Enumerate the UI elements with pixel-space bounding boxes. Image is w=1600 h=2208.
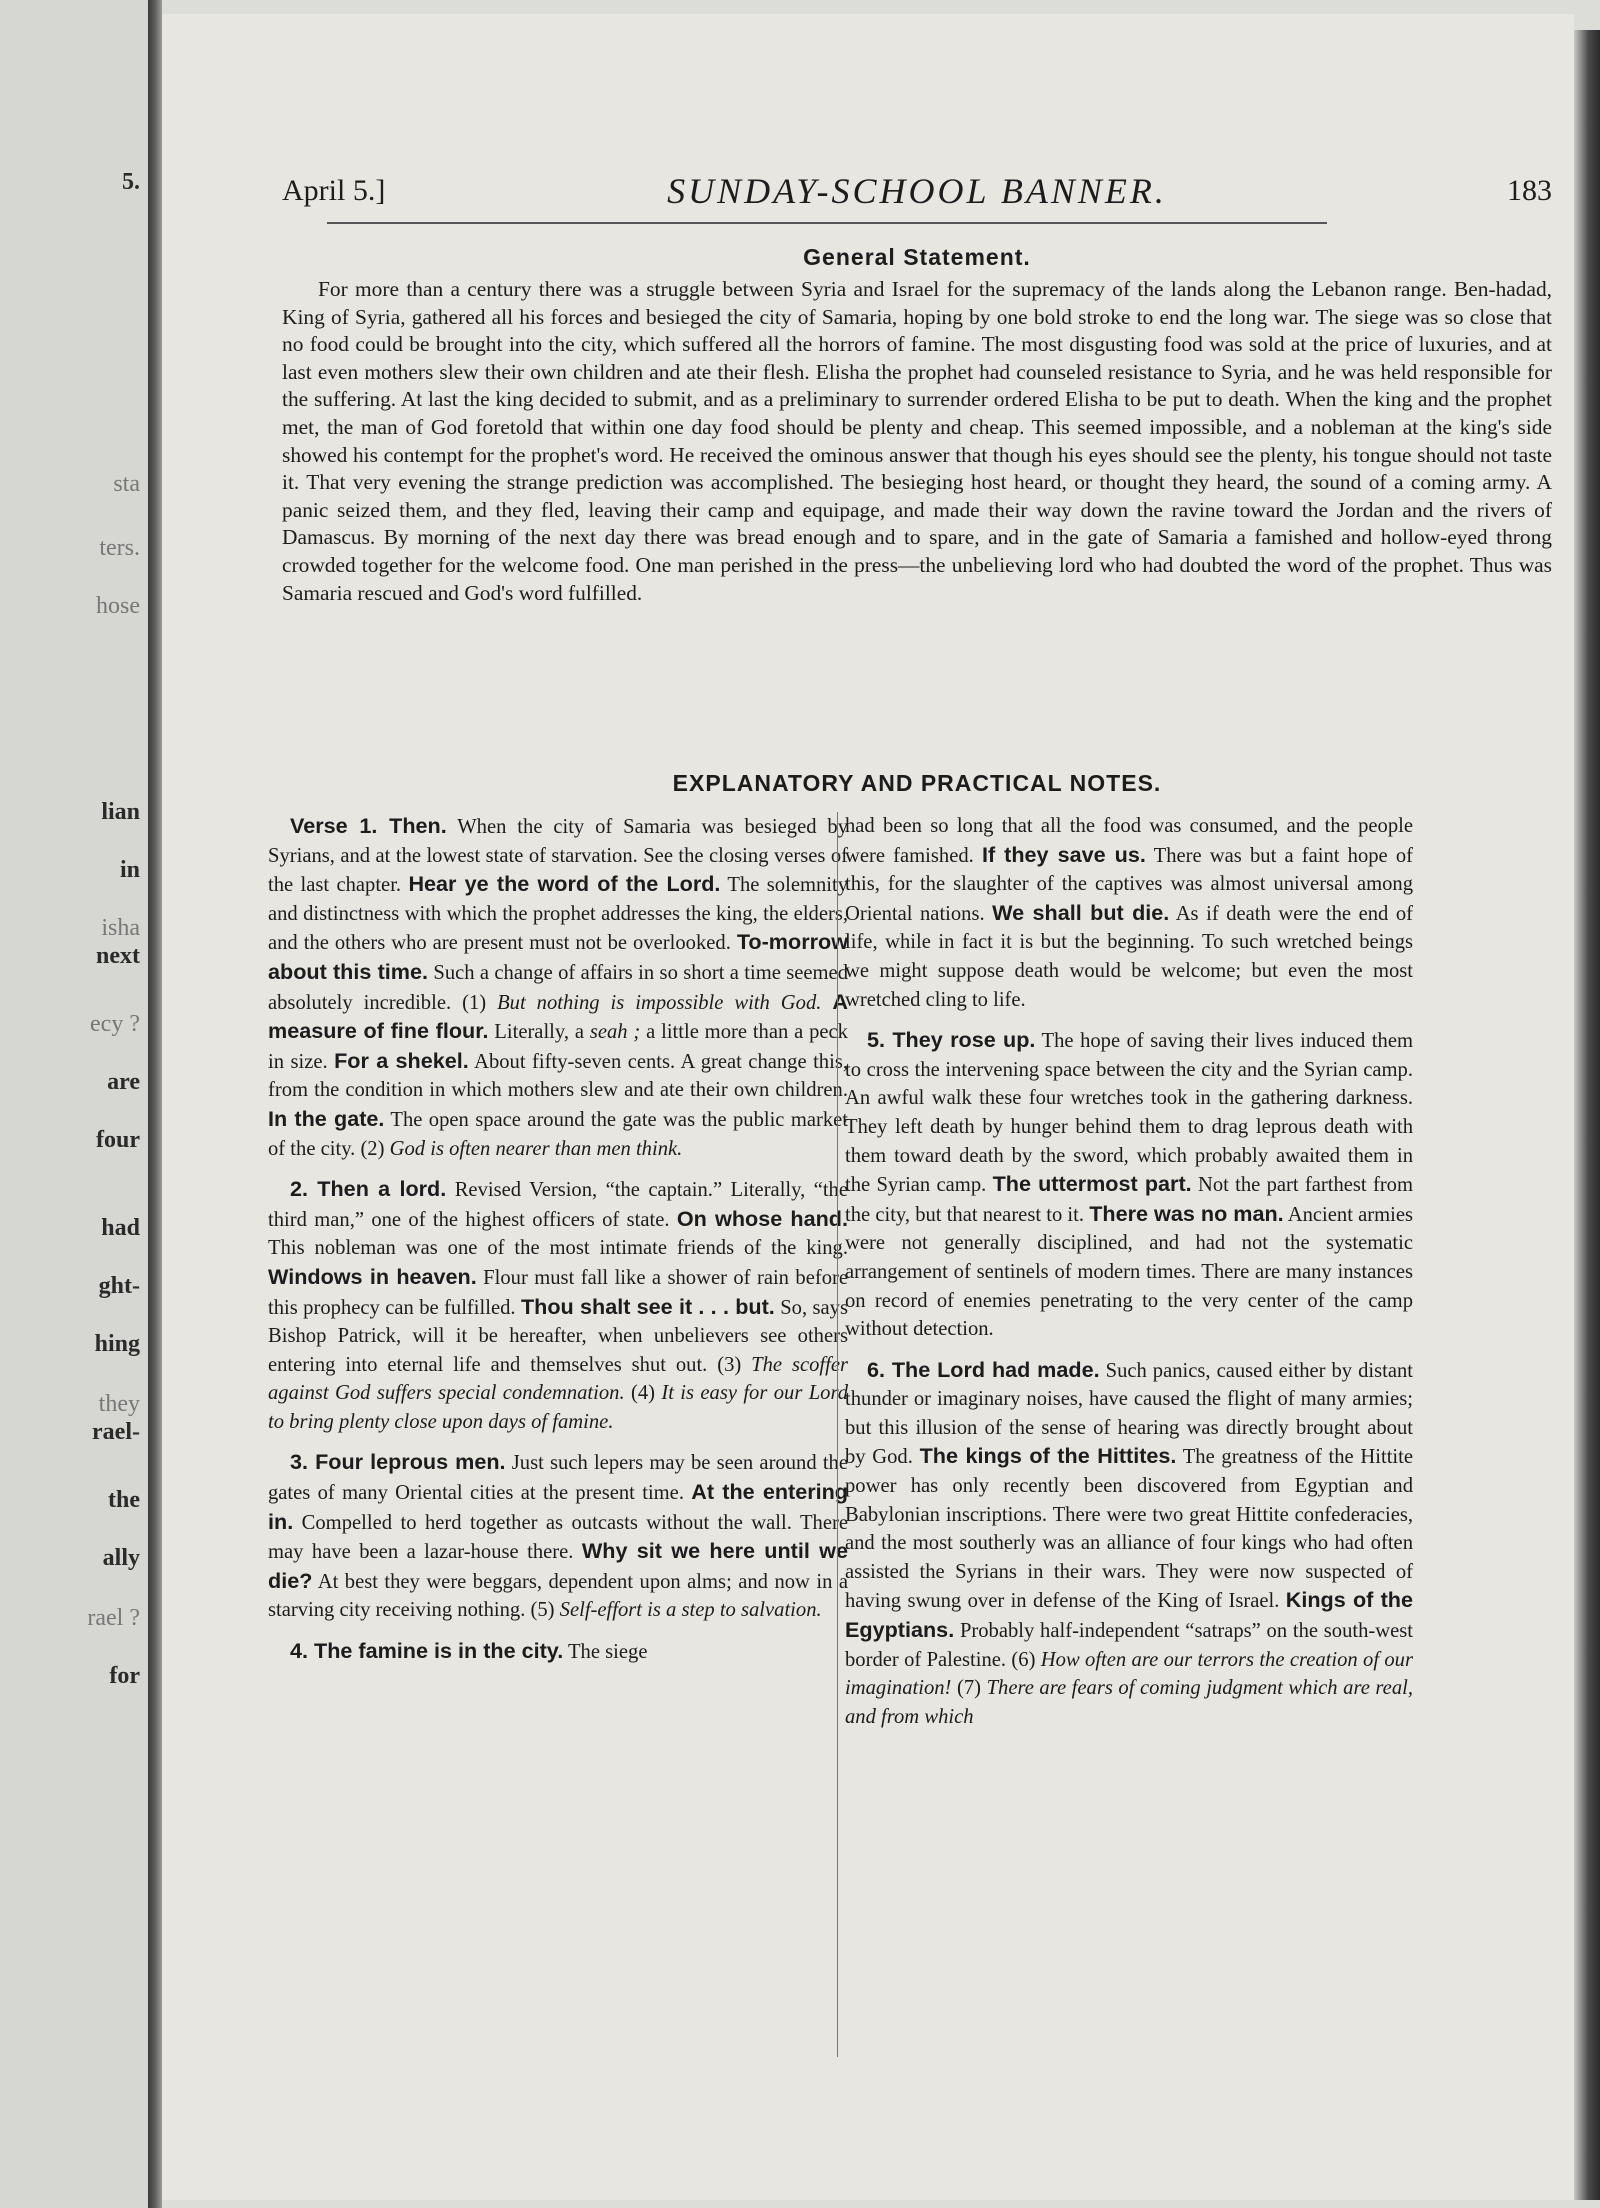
left-fragment: next	[96, 943, 140, 969]
phrase: In the gate.	[268, 1105, 385, 1131]
phrase: Why sit we here until we die?	[268, 1538, 848, 1593]
left-fragment: rael-	[92, 1419, 140, 1445]
phrase: Hear ye the word of the Lord.	[408, 871, 721, 897]
book-gutter	[148, 0, 162, 2208]
lesson-thought: It is easy for our Lord to bring plenty close upon days of famine.	[268, 1382, 848, 1433]
phrase: Thou shalt see it . . . but.	[520, 1293, 775, 1319]
phrase: To-morrow about this time.	[268, 929, 848, 984]
page	[162, 14, 1574, 2200]
phrase: On whose hand.	[676, 1205, 848, 1231]
header-rule	[327, 222, 1327, 224]
page-number: 183	[1507, 174, 1552, 207]
publication-title: SUNDAY-SCHOOL BANNER.	[667, 171, 1167, 211]
general-statement-heading: General Statement.	[803, 244, 1031, 270]
lesson-thought: God is often nearer than men think.	[389, 1137, 683, 1160]
notes-left-column	[268, 812, 848, 1679]
general-statement-text: For more than a century there was a struggle between Syria and Israel for the supremacy of the lands along the Lebanon range. Ben-hadad, King of Syria, gathered all his forces and besieged the city of Samaria, hoping by one bold stroke to end the long war. The siege was so close that no food could be brought into the city, which suffered all the horrors of famine. The most disgusting food was sold at the price of luxuries, and at last even mothers slew their own children and ate their flesh. Elisha the prophet had counseled resistance to Syria, and he was held responsible for the suffering. At last the king decided to submit, and as a preliminary to surrender ordered Elisha to be put to death. When the king and the prophet met, the man of God foretold that within one day food should be plenty and cheap. This seemed impossible, and a nobleman at the king's side showed his contempt for the prophet's word. He received the ominous answer that though his eyes should see the plenty, his tongue should not taste it. That very evening the strange prediction was accomplished. The besieging host heard, or thought they heard, the sound of a coming army. A panic seized them, and they fled, leaving their camp and equipage, and made their way down the ravine toward the Jordan and the rivers of Damascus. By morning of the next day there was bread enough and to spare, and in the gate of Samaria a famished and hollow-eyed throng crowded together for the welcome food. One man perished in the press—the unbelieving lord who had doubted the word of the prophet. Thus was Samaria rescued and God's word fulfilled.	[282, 277, 1552, 605]
left-fragment: ally	[102, 1545, 140, 1571]
left-fragment: ecy ?	[90, 1011, 140, 1037]
running-header	[282, 164, 1552, 216]
verse-reference: 6. The Lord had made.	[867, 1356, 1100, 1382]
left-fragment: hose	[96, 593, 140, 619]
left-fragment: ters.	[99, 535, 140, 561]
verse-reference: Verse 1. Then.	[290, 813, 447, 838]
left-fragment: are	[107, 1069, 140, 1095]
note-verse-6: 6. The Lord had made. Such panics, caused either by distant thunder or imaginary noises, have caused the flight of many armies; but this illusion of the sense of hearing was directly brought about by God. The kings of the Hittites. The greatness of the Hittite power has only recently been discovered from Egyptian and Babylonian inscriptions. There were two great Hittite confederacies, and the most southerly was an alliance of four kings who had often assisted the Syrians in their wars. They were now suspected of having swung over in defense of the King of Israel. Kings of the Egyptians. Probably half-independent “satraps” on the south-west border of Palestine. (6) How often are our terrors the creation of our imagination! (7) There are fears of coming judgment which are real, and from which	[845, 1356, 1413, 1728]
left-fragment: lian	[101, 799, 140, 825]
page-right-edge	[1574, 30, 1600, 2200]
left-fragment: had	[101, 1215, 140, 1241]
phrase: At the entering in.	[268, 1479, 849, 1534]
left-fragment: the	[108, 1487, 140, 1513]
note-verse-3: 3. Four leprous men. Just such lepers may be seen around the gates of many Oriental cities at the present time. At the entering in. Compelled to herd together as outcasts without the wall. There may have been a lazar-house there. Why sit we here until we die? At best they were beggars, dependent upon alms; and now in a starving city receiving nothing. (5) Self-effort is a step to salvation.	[268, 1449, 849, 1622]
phrase: For a shekel.	[334, 1047, 469, 1073]
verse-reference: 5. They rose up.	[867, 1027, 1036, 1053]
verse-reference: 2. Then a lord.	[290, 1176, 447, 1202]
left-fragment: isha	[101, 915, 140, 941]
left-page-margin	[0, 0, 148, 2208]
left-fragment: in	[119, 857, 140, 883]
phrase: We shall but die.	[992, 899, 1170, 925]
left-fragment: four	[96, 1127, 140, 1153]
column-divider	[837, 812, 838, 2057]
notes-right-column	[845, 812, 1413, 1743]
lesson-thought: How often are our terrors the creation of our imagination!	[845, 1648, 1413, 1700]
verse-reference: 3. Four leprous men.	[290, 1449, 506, 1475]
phrase: The kings of the Hittites.	[919, 1443, 1177, 1469]
phrase: Windows in heaven.	[268, 1263, 477, 1289]
issue-date: April 5.]	[282, 174, 386, 207]
note-verse-4: 4. The famine is in the city. The siege	[290, 1638, 648, 1664]
phrase: If they save us.	[981, 841, 1146, 867]
lesson-thought: But nothing is impossible with God.	[497, 991, 822, 1014]
note-verse-2: 2. Then a lord. Revised Version, “the captain.” Literally, “the third man,” one of the highest officers of state. On whose hand. This nobleman was one of the most intimate friends of the king. Windows in heaven. Flour must fall like a shower of rain before this prophecy can be fulfilled. Thou shalt see it . . . but. So, says Bishop Patrick, will it be hereafter, when unbelievers see others entering into eternal life and themselves shut out. (3) The scoffer against God suffers special condemnation. (4) It is easy for our Lord to bring plenty close upon days of famine.	[268, 1176, 848, 1433]
phrase: Kings of the Egyptians.	[845, 1587, 1413, 1643]
lesson-thought: The scoffer against God suffers special condemnation.	[268, 1353, 848, 1405]
phrase: There was no man.	[1089, 1200, 1284, 1226]
left-fragment: ght-	[98, 1273, 140, 1299]
note-verse-4-continued: had been so long that all the food was consumed, and the people were famished. If they save us. There was but a faint hope of this, for the slaughter of the captives was almost universal among Oriental nations. We shall but die. As if death were the end of life, while in fact it is but the beginning. To such wretched beings we might suppose death would be welcome; but even the most wretched cling to life.	[845, 815, 1413, 1011]
phrase: A measure of fine flour.	[268, 988, 848, 1044]
lesson-thought: There are fears of coming judgment which are real, and from which	[845, 1677, 1413, 1728]
left-fragment: sta	[113, 471, 140, 497]
note-verse-5: 5. They rose up. The hope of saving their lives induced them to cross the intervening space between the city and the Syrian camp. An awful walk these four wretches took in the gathering darkness. They left death by hunger behind them to drag leprous death with them toward death by the sword, which probably awaited them in the Syrian camp. The uttermost part. Not the part farthest from the city, but that nearest to it. There was no man. Ancient armies were not generally disciplined, and had not the systematic arrangement of sentinels of modern times. There are many instances on record of enemies penetrating to the very center of the camp without detection.	[845, 1027, 1413, 1341]
left-fragment: they	[98, 1391, 140, 1417]
note-verse-1: Verse 1. Then. When the city of Samaria was besieged by Syrians, and at the lowest state of starvation. See the closing verses of the last chapter. Hear ye the word of the Lord. The solemnity and distinctness with which the prophet addresses the king, the elders, and the others who are present must not be overlooked. To-morrow about this time. Such a change of affairs in so short a time seemed absolutely incredible. (1) But nothing is impossible with God. A measure of fine flour. Literally, a seah ; a little more than a peck in size. For a shekel. About fifty-seven cents. A great change this, from the condition in which mothers slew and ate their own children. In the gate. The open space around the gate was the public market of the city. (2) God is often nearer than men think.	[268, 813, 849, 1160]
phrase: The uttermost part.	[992, 1171, 1192, 1197]
verse-reference: 4. The famine is in the city.	[290, 1638, 564, 1664]
left-fragment: hing	[94, 1331, 140, 1357]
left-fragment: for	[109, 1663, 140, 1689]
left-fragment: rael ?	[87, 1605, 140, 1631]
lesson-thought: Self-effort is a step to salvation.	[559, 1599, 822, 1622]
left-fragment-top: 5.	[122, 169, 140, 195]
notes-heading: EXPLANATORY AND PRACTICAL NOTES.	[672, 770, 1162, 796]
